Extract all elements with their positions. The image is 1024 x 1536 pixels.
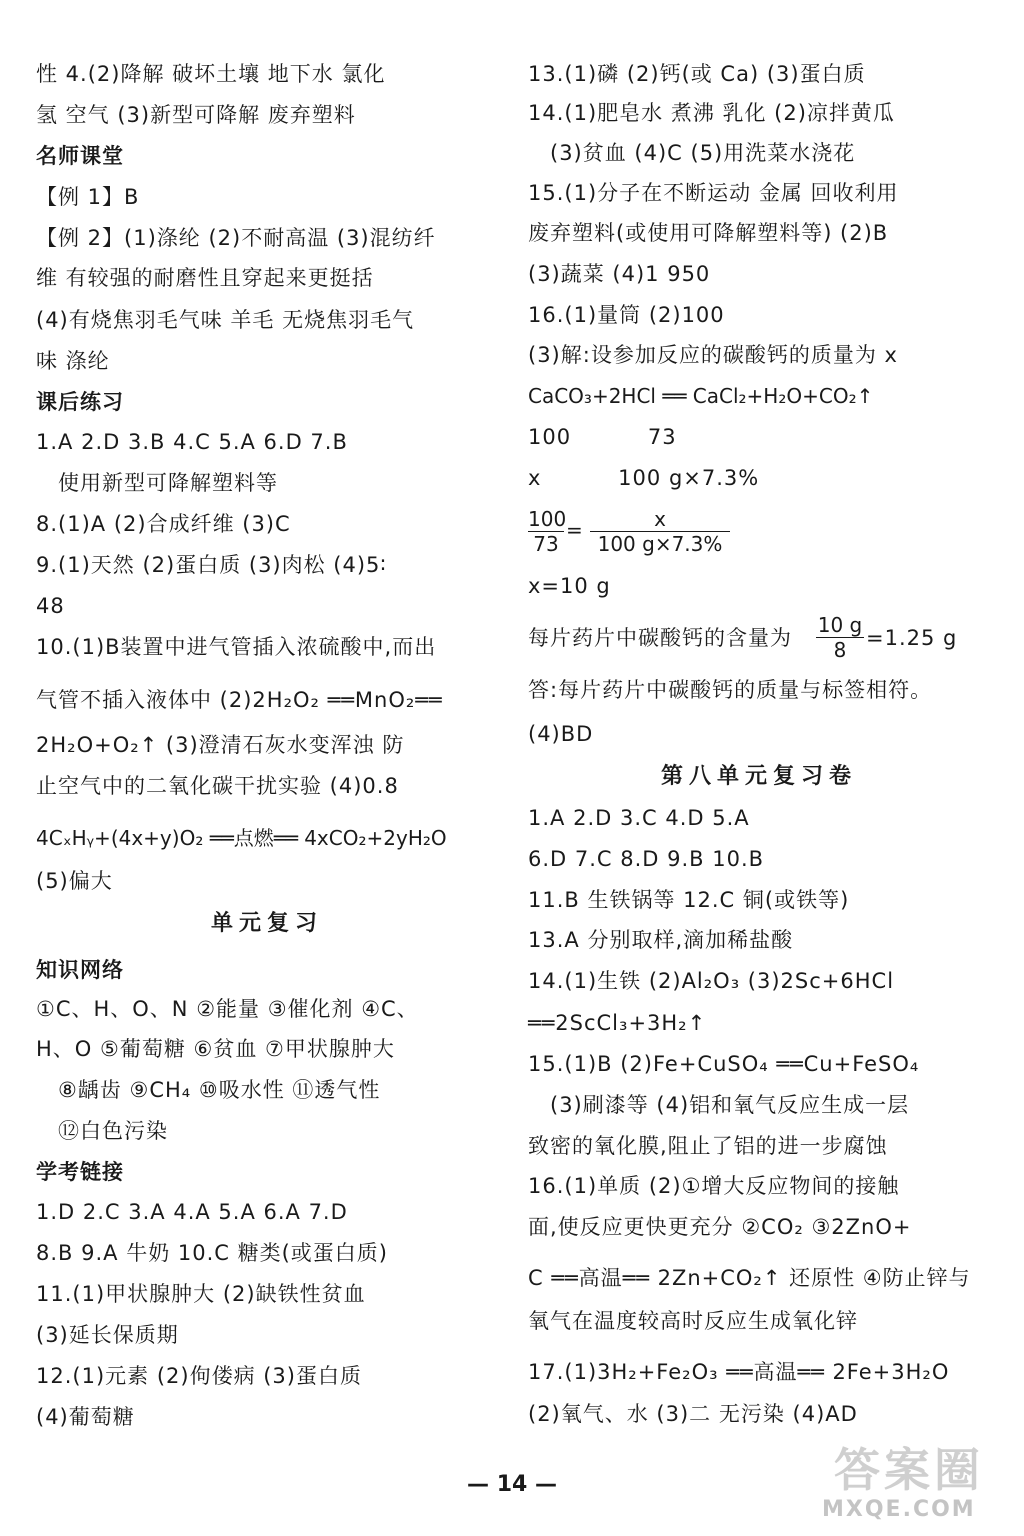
answer-line: (3)蔬菜 (4)1 950	[528, 262, 711, 286]
answer-line: 13.(1)磷 (2)钙(或 Ca) (3)蛋白质	[528, 62, 866, 86]
answer-line: 废弃塑料(或使用可降解塑料等) (2)B	[528, 221, 889, 245]
answer-line: 致密的氧化膜,阻止了铝的进一步腐蚀	[528, 1134, 888, 1158]
answer-line: 11.B 生铁锅等 12.C 铜(或铁等)	[528, 888, 850, 912]
answer-line: 10.(1)B装置中进气管插入浓硫酸中,而出	[36, 635, 437, 659]
answer-line: 氢 空气 (3)新型可降解 废弃塑料	[36, 103, 356, 127]
section-heading: 知识网络	[36, 958, 124, 982]
answer-line: 8.(1)A (2)合成纤维 (3)C	[36, 512, 291, 536]
fraction-content	[816, 614, 864, 661]
fraction-numerator: x	[654, 507, 666, 531]
equation-line: x 100 g×7.3%	[528, 466, 760, 490]
answer-line: 8.B 9.A 牛奶 10.C 糖类(或蛋白质)	[36, 1241, 388, 1265]
fraction-denominator: 73	[533, 532, 559, 556]
fraction-100-73	[528, 507, 567, 556]
equation-line: 4CₓHᵧ+(4x+y)O₂ ══点燃══ 4xCO₂+2yH₂O	[36, 826, 447, 850]
answer-line: 答:每片药片中碳酸钙的质量与标签相符。	[528, 678, 933, 702]
answer-line: 12.(1)元素 (2)佝偻病 (3)蛋白质	[36, 1364, 362, 1388]
answer-line: (4)BD	[528, 722, 594, 746]
equation-line: 100 73	[528, 425, 677, 449]
answer-line: C ══高温══ 2Zn+CO₂↑ 还原性 ④防止锌与	[528, 1266, 971, 1290]
answer-line: 14.(1)肥皂水 煮沸 乳化 (2)凉拌黄瓜	[528, 101, 895, 125]
watermark-text: 答案圈	[834, 1443, 984, 1497]
section-heading: 课后练习	[36, 390, 124, 414]
answer-line: 1.A 2.D 3.B 4.C 5.A 6.D 7.B	[36, 430, 348, 454]
fraction-x-over-mass	[590, 508, 730, 555]
answer-line: 15.(1)B (2)Fe+CuSO₄ ══Cu+FeSO₄	[528, 1052, 920, 1076]
answer-line: ⑫白色污染	[58, 1119, 168, 1143]
answer-line: 1.D 2.C 3.A 4.A 5.A 6.A 7.D	[36, 1200, 348, 1224]
answer-line: H、O ⑤葡萄糖 ⑥贫血 ⑦甲状腺肿大	[36, 1037, 395, 1061]
answer-line: ══2ScCl₃+3H₂↑	[528, 1011, 707, 1035]
answer-line: 48	[36, 594, 65, 618]
answer-line: (3)延长保质期	[36, 1323, 179, 1347]
answer-line: =1.25 g	[866, 626, 958, 650]
fraction-denominator: 8	[833, 638, 847, 662]
answer-line: 16.(1)单质 (2)①增大反应物间的接触	[528, 1174, 900, 1198]
answer-line: 14.(1)生铁 (2)Al₂O₃ (3)2Sc+6HCl	[528, 969, 895, 993]
answer-line: 13.A 分别取样,滴加稀盐酸	[528, 928, 794, 952]
answer-line: 使用新型可降解塑料等	[58, 471, 278, 495]
answer-line: x=10 g	[528, 574, 611, 598]
section-heading: 学考链接	[36, 1160, 124, 1184]
answer-line: 面,使反应更快更充分 ②CO₂ ③2ZnO+	[528, 1215, 912, 1239]
equals-sign: =	[566, 518, 583, 542]
answer-line: (4)有烧焦羽毛气味 羊毛 无烧焦羽毛气	[36, 308, 415, 332]
answer-line: (2)氧气、水 (3)二 无污染 (4)AD	[528, 1402, 858, 1426]
fraction-denominator: 100 g×7.3%	[597, 532, 723, 556]
answer-line: (3)解:设参加反应的碳酸钙的质量为 x	[528, 343, 898, 367]
answer-line: (4)葡萄糖	[36, 1405, 135, 1429]
answer-line: 气管不插入液体中 (2)2H₂O₂ ══MnO₂══	[36, 688, 443, 712]
answer-line: 15.(1)分子在不断运动 金属 回收利用	[528, 181, 899, 205]
answer-line: 1.A 2.D 3.C 4.D 5.A	[528, 806, 750, 830]
answer-line: 2H₂O+O₂↑ (3)澄清石灰水变浑浊 防	[36, 733, 405, 757]
page-number: — 14 —	[467, 1472, 557, 1497]
section-heading: 名师课堂	[36, 144, 124, 168]
unit-eight-title: 第八单元复习卷	[660, 764, 857, 789]
answer-line: 每片药片中碳酸钙的含量为	[528, 626, 792, 650]
answer-line: 11.(1)甲状腺肿大 (2)缺铁性贫血	[36, 1282, 366, 1306]
answer-line: (5)偏大	[36, 869, 113, 893]
answer-line: 9.(1)天然 (2)蛋白质 (3)肉松 (4)5∶	[36, 553, 387, 577]
answer-line: 【例 2】(1)涤纶 (2)不耐高温 (3)混纺纤	[36, 226, 436, 250]
answer-line: (3)贫血 (4)C (5)用洗菜水浇花	[550, 141, 856, 165]
answer-line: (3)刷漆等 (4)铝和氧气反应生成一层	[550, 1093, 910, 1117]
unit-review-title: 单元复习	[210, 911, 323, 936]
answer-line: 【例 1】B	[36, 185, 140, 209]
watermark-url: MXQE.COM	[822, 1497, 976, 1522]
answer-line: ⑧龋齿 ⑨CH₄ ⑩吸水性 ⑪透气性	[58, 1078, 381, 1102]
watermark-logo	[814, 1434, 1004, 1526]
answer-line: 维 有较强的耐磨性且穿起来更挺括	[36, 266, 374, 290]
answer-line: 氧气在温度较高时反应生成氧化锌	[528, 1309, 858, 1333]
answer-line: 16.(1)量筒 (2)100	[528, 303, 725, 327]
answer-line: 味 涤纶	[36, 349, 110, 373]
answer-line: 6.D 7.C 8.D 9.B 10.B	[528, 847, 765, 871]
answer-line: 性 4.(2)降解 破坏土壤 地下水 氯化	[36, 62, 386, 86]
answer-line: ①C、H、O、N ②能量 ③催化剂 ④C、	[36, 997, 419, 1021]
answer-line: 止空气中的二氧化碳干扰实验 (4)0.8	[36, 774, 399, 798]
fraction-numerator: 10 g	[817, 613, 863, 637]
equation-line: CaCO₃+2HCl ══ CaCl₂+H₂O+CO₂↑	[528, 384, 874, 408]
answer-line: 17.(1)3H₂+Fe₂O₃ ══高温══ 2Fe+3H₂O	[528, 1360, 950, 1384]
fraction-numerator: 100	[528, 507, 567, 531]
